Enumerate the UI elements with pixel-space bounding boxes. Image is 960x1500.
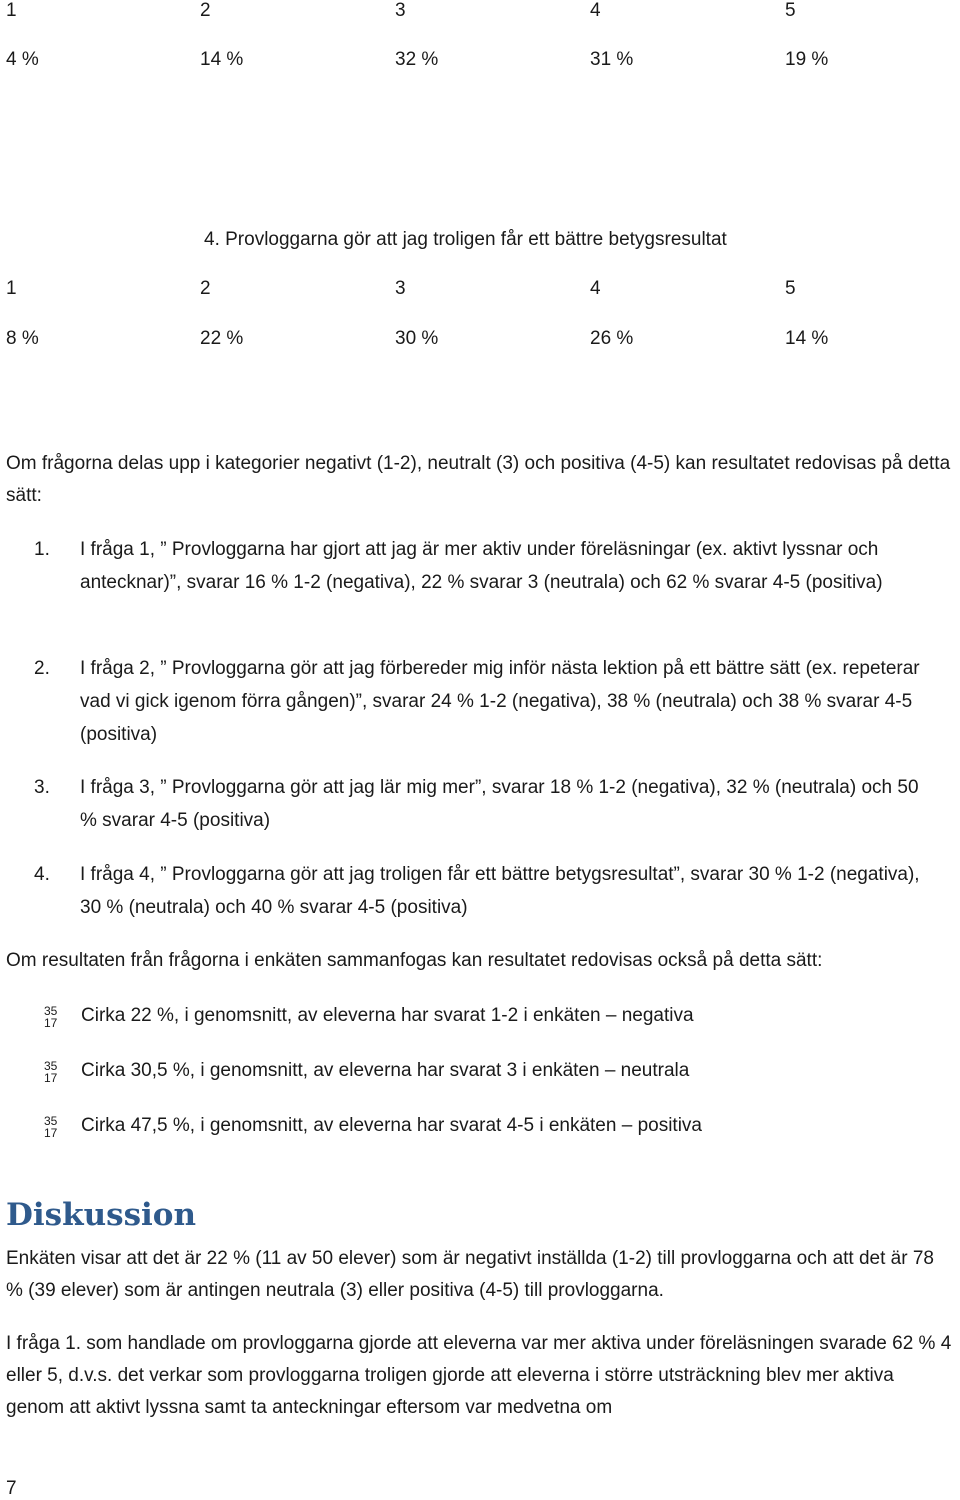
section-heading: Diskussion bbox=[6, 1197, 197, 1233]
combined-intro-paragraph: Om resultaten från frågorna i enkäten sammanfogas kan resultatet redovisas också på detta sätt: bbox=[6, 950, 823, 971]
question-title: 4. Provloggarna gör att jag troligen får ett bättre betygsresultat bbox=[204, 229, 727, 250]
discussion-paragraph: Enkäten visar att det är 22 % (11 av 50 elever) som är negativt inställda (1-2) till provloggarna och att det är 78 % (39 elever) som är antingen neutrala (3) eller positiva (4-5) till provloggarna. bbox=[6, 1248, 934, 1301]
intro-paragraph: Om frågorna delas upp i kategorier negativt (1-2), neutralt (3) och positiva (4-5) kan resultatet redovisas på detta sätt: bbox=[6, 453, 951, 506]
table-value-cell: 22 % bbox=[200, 328, 244, 349]
list-item-number: 1. bbox=[34, 539, 50, 560]
table-value-cell: 31 % bbox=[590, 49, 634, 70]
table-value-cell: 4 % bbox=[6, 49, 39, 70]
table-value-cell: 14 % bbox=[785, 328, 829, 349]
table-value-cell: 30 % bbox=[395, 328, 439, 349]
list-item-text: I fråga 2, ” Provloggarna gör att jag förbereder mig inför nästa lektion på ett bättre sätt (ex. repeterar vad vi gick igenom förra gången)”, svarar 24 % 1-2 (negativa), 38 % (neutrala) och 38 % svarar 4-5 (positiva) bbox=[80, 658, 920, 745]
table-header-cell: 2 bbox=[200, 278, 211, 299]
table-header-cell: 5 bbox=[785, 278, 796, 299]
list-item-number: 4. bbox=[34, 864, 50, 885]
average-text: Cirka 30,5 %, i genomsnitt, av eleverna har svarat 3 i enkäten – neutrala bbox=[81, 1060, 690, 1081]
bullet-glyph: 35 17 bbox=[44, 1004, 58, 1030]
table-header-cell: 4 bbox=[590, 278, 601, 299]
list-item-text: I fråga 3, ” Provloggarna gör att jag lär mig mer”, svarar 18 % 1-2 (negativa), 32 % (neutrala) och 50 % svarar 4-5 (positiva) bbox=[80, 777, 919, 831]
average-text: Cirka 22 %, i genomsnitt, av eleverna har svarat 1-2 i enkäten – negativa bbox=[81, 1005, 694, 1026]
table-header-cell: 1 bbox=[6, 0, 17, 21]
table-header-cell: 3 bbox=[395, 0, 406, 21]
list-item-text: I fråga 1, ” Provloggarna har gjort att jag är mer aktiv under föreläsningar (ex. aktivt lyssnar och antecknar)”, svarar 16 % 1-2 (negativa), 22 % svarar 3 (neutrala) och 62 % svarar 4-5 (positiva) bbox=[80, 539, 883, 593]
list-item-number: 3. bbox=[34, 777, 50, 798]
bullet-glyph: 35 17 bbox=[44, 1059, 58, 1085]
bullet-glyph: 35 17 bbox=[44, 1114, 58, 1140]
table-header-cell: 3 bbox=[395, 278, 406, 299]
table-value-cell: 14 % bbox=[200, 49, 244, 70]
list-item-number: 2. bbox=[34, 658, 50, 679]
table-value-cell: 19 % bbox=[785, 49, 829, 70]
list-item-text: I fråga 4, ” Provloggarna gör att jag troligen får ett bättre betygsresultat”, svarar 30 % 1-2 (negativa), 30 % (neutrala) och 40 % svarar 4-5 (positiva) bbox=[80, 864, 920, 918]
average-text: Cirka 47,5 %, i genomsnitt, av eleverna har svarat 4-5 i enkäten – positiva bbox=[81, 1115, 702, 1136]
table-header-cell: 2 bbox=[200, 0, 211, 21]
table-value-cell: 32 % bbox=[395, 49, 439, 70]
discussion-paragraph: I fråga 1. som handlade om provloggarna gjorde att eleverna var mer aktiva under föreläsningen svarade 62 % 4 eller 5, d.v.s. det verkar som provloggarna troligen gjorde att eleverna i större utsträckning blev mer aktiva genom att aktivt lyssna samt ta anteckningar eftersom var medvetna om bbox=[6, 1333, 952, 1418]
table-header-cell: 4 bbox=[590, 0, 601, 21]
table-value-cell: 26 % bbox=[590, 328, 634, 349]
page-number: 7 bbox=[6, 1478, 17, 1499]
table-header-cell: 1 bbox=[6, 278, 17, 299]
table-header-cell: 5 bbox=[785, 0, 796, 21]
table-value-cell: 8 % bbox=[6, 328, 39, 349]
